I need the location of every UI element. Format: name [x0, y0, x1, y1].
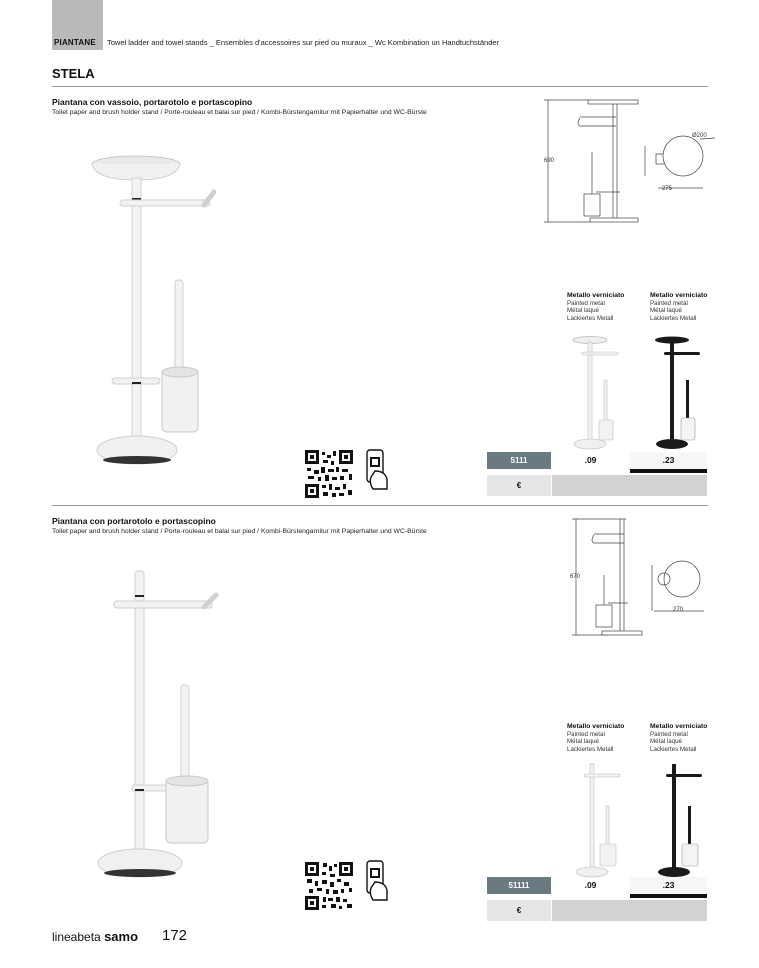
- finish-code: .23: [630, 452, 707, 469]
- finish-label: [567, 723, 647, 753]
- technical-drawing: [568, 515, 718, 640]
- finish-fr: Métal laqué: [567, 307, 599, 315]
- header-tag: PIANTANE: [54, 38, 96, 47]
- finish-en: Painted metal: [567, 730, 605, 738]
- series-title: STELA: [52, 66, 95, 81]
- finish-code: .09: [584, 455, 597, 465]
- product-image-stand-tray: [80, 150, 220, 470]
- finish-en: Painted metal: [567, 299, 605, 307]
- finish-en: Painted metal: [650, 730, 688, 738]
- finish-fr: Métal laqué: [650, 738, 682, 746]
- dim-height: 670: [570, 574, 581, 580]
- dim-depth: 270: [673, 607, 684, 613]
- finish-name: Metallo verniciato: [567, 723, 625, 730]
- finish-code: .23: [630, 877, 707, 894]
- product-code: 51111: [487, 877, 551, 894]
- finish-de: Lackiertes Metall: [650, 314, 697, 322]
- technical-drawing: [540, 96, 720, 231]
- header-headline: Towel ladder and towel stands _ Ensembles d'accessoires sur pied ou muraux _ Wc Kombination un Handtuchständer: [107, 38, 500, 47]
- price-cell: [552, 475, 707, 496]
- page-number: 172: [162, 927, 188, 944]
- qr-code-icon[interactable]: [305, 862, 353, 910]
- finish-name: Metallo verniciato: [650, 292, 708, 299]
- product-image-stand: [90, 565, 230, 885]
- finish-fr: Métal laqué: [650, 307, 682, 315]
- dim-depth: 275: [662, 186, 673, 192]
- finish-label: [650, 292, 730, 322]
- footer-brand-name: lineabeta: [52, 930, 101, 944]
- price-cell: [552, 900, 707, 921]
- product-code: 5111: [487, 452, 551, 469]
- price-currency: €: [487, 475, 551, 496]
- price-currency: €: [487, 900, 551, 921]
- finish-de: Lackiertes Metall: [650, 745, 697, 753]
- footer-brand-strong: samo: [104, 929, 139, 944]
- product-title: Piantana con vassoio, portarotolo e portascopino: [52, 97, 253, 107]
- product-subtitle: Toilet paper and brush holder stand / Porte-rouleau et balai sur pied / Kombi-Bürstengarnitur mit Papierhalter und WC-Bürste: [52, 109, 427, 116]
- finish-name: Metallo verniciato: [650, 723, 708, 730]
- finish-name: Metallo verniciato: [567, 292, 625, 299]
- phone-scan-icon: [365, 860, 391, 902]
- divider: [52, 86, 708, 87]
- finish-fr: Métal laqué: [567, 738, 599, 746]
- dim-diameter: Ø200: [692, 133, 707, 139]
- product-subtitle: Toilet paper and brush holder stand / Porte-rouleau et balai sur pied / Kombi-Bürstengarnitur mit Papierhalter und WC-Bürste: [52, 528, 427, 535]
- qr-code-icon[interactable]: [305, 450, 353, 498]
- finish-en: Painted metal: [650, 299, 688, 307]
- finish-black-bar: [630, 469, 707, 473]
- divider: [52, 505, 708, 506]
- finish-label: [650, 723, 730, 753]
- finish-de: Lackiertes Metall: [567, 314, 614, 322]
- finish-thumbnail-black: [652, 762, 708, 880]
- finish-label: [567, 292, 647, 322]
- phone-scan-icon: [365, 449, 391, 491]
- dim-height: 690: [544, 158, 555, 164]
- finish-thumbnail-white: [568, 332, 624, 452]
- finish-code: .09: [584, 880, 597, 890]
- finish-black-bar: [630, 894, 707, 898]
- finish-thumbnail-white: [570, 762, 626, 880]
- finish-de: Lackiertes Metall: [567, 745, 614, 753]
- finish-thumbnail-black: [650, 332, 706, 452]
- product-title: Piantana con portarotolo e portascopino: [52, 516, 216, 526]
- footer-brand: [52, 929, 138, 944]
